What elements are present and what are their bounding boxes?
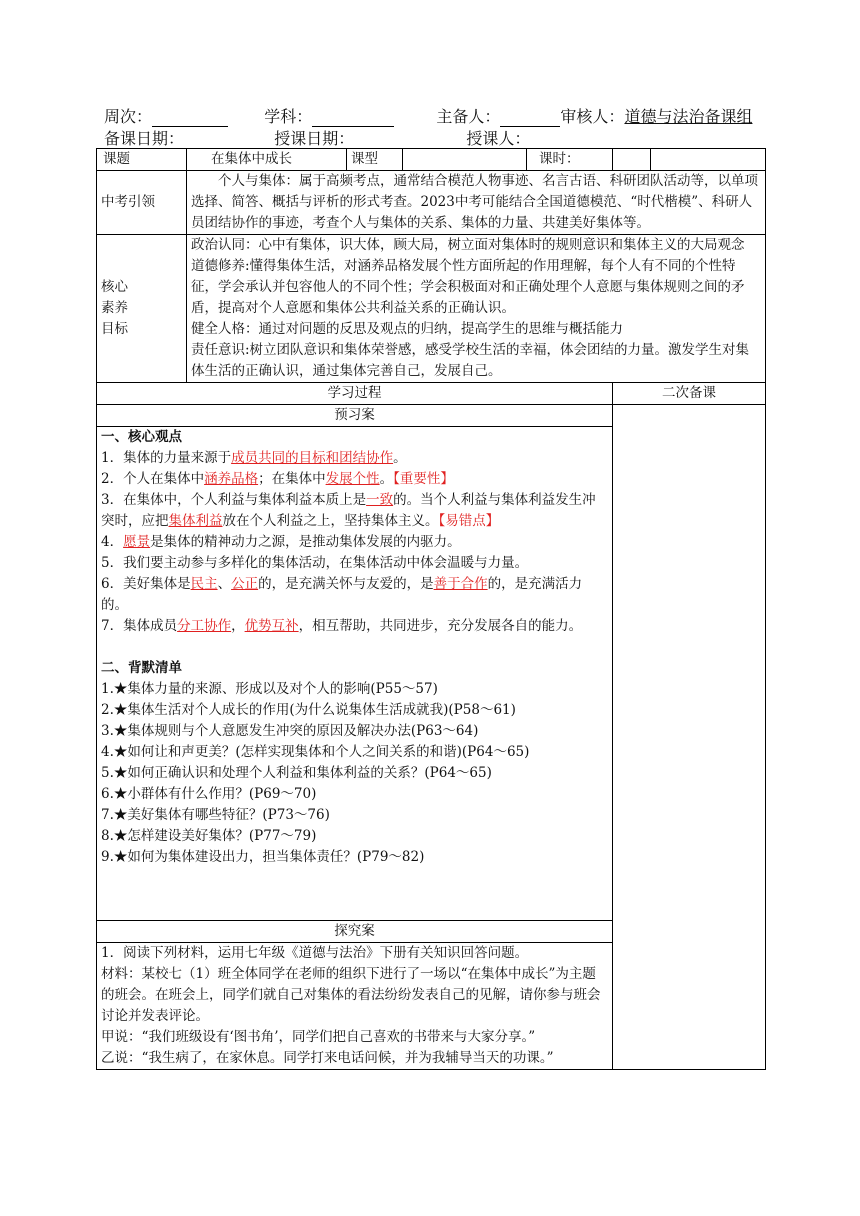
- topic-row: [97, 149, 766, 171]
- teacher-blank[interactable]: [530, 130, 626, 149]
- core-responsibility: 责任意识:树立团队意识和集体荣誉感，感受学校生活的幸福，体会团结的力量。激发学生对集体生活的正确认识，通过集体完善自己，发展自己。: [191, 342, 750, 379]
- topic-extra: [651, 149, 766, 171]
- week-blank[interactable]: [152, 108, 228, 127]
- process-header-row: [97, 383, 766, 405]
- type-value[interactable]: [403, 149, 527, 171]
- hours-value[interactable]: [613, 149, 651, 171]
- preview-header: 预习案: [97, 405, 613, 427]
- core-row: [97, 235, 766, 383]
- process-header: 学习过程: [97, 383, 613, 405]
- core-point-1: 1．集体的力量来源于成员共同的目标和团结协作。: [101, 450, 407, 466]
- core-point-2: 2．个人在集体中涵养品格；在集体中发展个性。【重要性】: [101, 471, 454, 487]
- core-point-6: 6．美好集体是民主、公正的，是充满关怀与友爱的，是善于合作的，是充满活力的。: [101, 576, 583, 613]
- teach-date-blank[interactable]: [354, 130, 432, 149]
- memorize-item-2: 2.★集体生活对个人成长的作用(为什么说集体生活成就我)(P58～61): [101, 702, 516, 718]
- subject-blank[interactable]: [312, 108, 394, 127]
- explore-yi: 乙说：“我生病了，在家休息。同学打来电话问候，并为我辅导当天的功课。”: [101, 1050, 554, 1066]
- core-moral: 道德修养:懂得集体生活，对涵养品格发展个性方面所起的作用理解，每个人有不同的个性特征，学会承认并包容他人的不同个性；学会积极面对和正确处理个人意愿与集体规则之间的矛盾，提高对个人意愿和集体公共利益关系的正确认识。: [191, 258, 745, 316]
- teacher-label: 授课人：: [466, 129, 531, 148]
- core-political: 政治认同：心中有集体，识大体，顾大局，树立面对集体时的规则意识和集体主义的大局观念: [191, 237, 745, 253]
- memorize-item-1: 1.★集体力量的来源、形成以及对个人的影响(P55～57): [101, 681, 438, 697]
- type-label: 课型: [347, 149, 403, 171]
- header-line-1: [104, 104, 752, 127]
- explore-material: 材料：某校七（1）班全体同学在老师的组织下进行了一场以“在集体中成长”为主题的班会。在班会上，同学们就自己对集体的看法纷纷发表自己的见解，请你参与班会讨论并发表评论。: [101, 966, 601, 1024]
- explore-question-1: 1．阅读下列材料，运用七年级《道德与法治》下册有关知识回答问题。: [101, 945, 529, 961]
- prep-date-blank[interactable]: [184, 130, 254, 149]
- header-line-2: [104, 126, 626, 149]
- exam-row: [97, 171, 766, 235]
- preparer-label: 主备人：: [436, 107, 501, 126]
- hours-label: 课时：: [527, 149, 613, 171]
- memorize-item-5: 5.★如何正确认识和处理个人利益和集体利益的关系？(P64～65): [101, 765, 492, 781]
- section2-title: 二、背默清单: [101, 660, 182, 676]
- topic-label: 课题: [97, 149, 187, 171]
- second-prep-header: 二次备课: [613, 383, 766, 405]
- core-label-2: 素养: [101, 300, 128, 316]
- second-prep-area[interactable]: [613, 405, 766, 1070]
- lesson-plan-table: [96, 148, 766, 1070]
- section1-title: 一、核心观点: [101, 429, 182, 445]
- memorize-item-4: 4.★如何让和声更美？(怎样实现集体和个人之间关系的和谐)(P64～65): [101, 744, 530, 760]
- explore-jia: 甲说：“我们班级设有‘图书角’，同学们把自己喜欢的书带来与大家分享。”: [101, 1029, 536, 1045]
- core-label: [97, 235, 187, 383]
- reviewer-value: 道德与法治备课组: [624, 107, 753, 126]
- teach-date-label: 授课日期：: [274, 129, 355, 148]
- exam-label: 中考引领: [97, 171, 187, 235]
- memorize-item-8: 8.★怎样建设美好集体？(P77～79): [101, 828, 317, 844]
- topic-value: 在集体中成长: [187, 149, 347, 171]
- core-label-1: 核心: [101, 279, 128, 295]
- subject-label: 学科：: [264, 107, 313, 126]
- explore-header: 探究案: [97, 921, 613, 943]
- core-label-3: 目标: [101, 321, 128, 337]
- memorize-item-7: 7.★美好集体有哪些特征？(P73～76): [101, 807, 330, 823]
- core-point-5: 5．我们要主动参与多样化的集体活动，在集体活动中体会温暖与力量。: [101, 555, 529, 571]
- exam-text: 个人与集体：属于高频考点，通常结合模范人物事迹、名言古语、科研团队活动等，以单项选择、简答、概括与评析的形式考查。2023中考可能结合全国道德模范、“时代楷模”、科研人员团结协作的事迹，考查个人与集体的关系、集体的力量、共建美好集体等。: [191, 173, 758, 231]
- prep-date-label: 备课日期：: [104, 129, 185, 148]
- preparer-blank[interactable]: [500, 108, 560, 127]
- memorize-item-3: 3.★集体规则与个人意愿发生冲突的原因及解决办法(P63～64): [101, 723, 479, 739]
- week-label: 周次：: [104, 107, 153, 126]
- core-point-7: 7．集体成员分工协作，优势互补，相互帮助，共同进步，充分发展各自的能力。: [101, 618, 583, 634]
- preview-header-row: [97, 405, 766, 427]
- reviewer-label: 审核人：: [560, 107, 625, 126]
- core-personality: 健全人格：通过对问题的反思及观点的归纳，提高学生的思维与概括能力: [191, 321, 623, 337]
- core-point-3: 3．在集体中，个人利益与集体利益本质上是一致的。当个人利益与集体利益发生冲突时，应把集体利益放在个人利益之上，坚持集体主义。【易错点】: [101, 492, 596, 529]
- core-point-4: 4．愿景是集体的精神动力之源，是推动集体发展的内驱力。: [101, 534, 461, 550]
- memorize-item-9: 9.★如何为集体建设出力，担当集体责任？(P79～82): [101, 849, 425, 865]
- memorize-item-6: 6.★小群体有什么作用？(P69～70): [101, 786, 317, 802]
